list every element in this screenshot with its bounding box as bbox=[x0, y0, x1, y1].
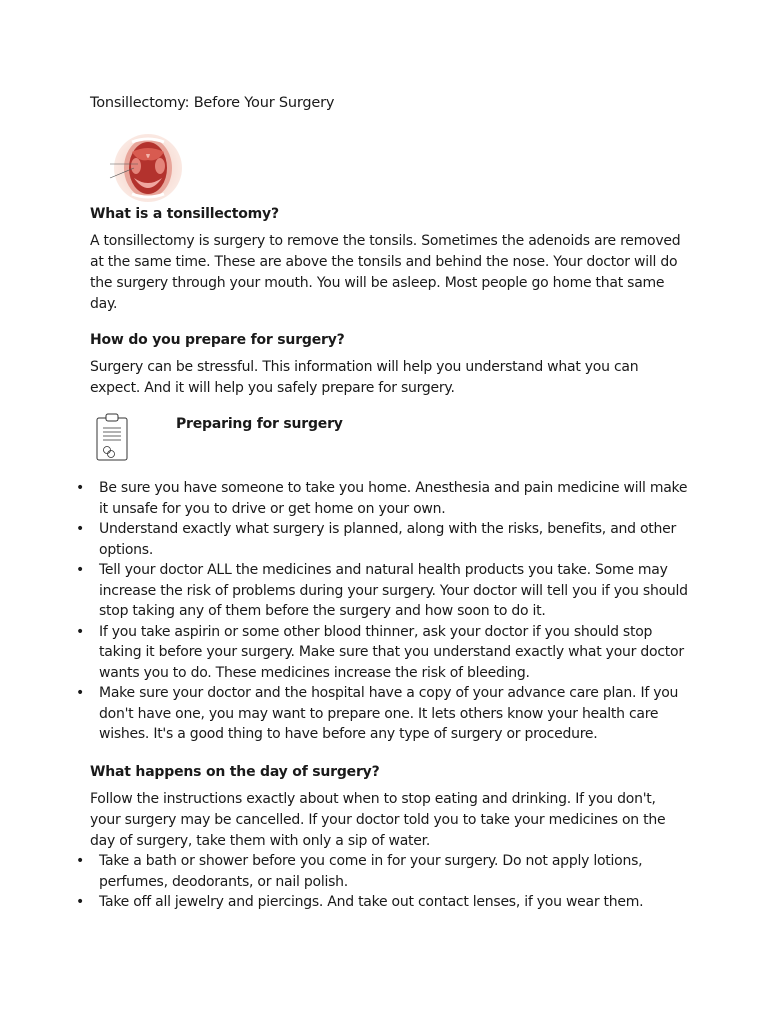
preparing-heading: Preparing for surgery bbox=[176, 416, 343, 432]
section-body-day-of: Follow the instructions exactly about when to stop eating and drinking. If you don't, your surgery may be cancelled. If your doctor told you to take your medicines on the day of surgery, take them with only a sip of water. bbox=[90, 791, 666, 849]
bullet-icon: • bbox=[76, 623, 85, 640]
list-item: • Make sure your doctor and the hospital have a copy of your advance care plan. If you don't have one, you may want to prepare one. It lets others know your health care wishes. It's a good thing to have before any type of surgery or procedure. bbox=[76, 685, 679, 742]
clipboard-icon bbox=[95, 412, 129, 462]
bullet-icon: • bbox=[76, 894, 85, 910]
day-of-list bbox=[0, 851, 690, 913]
list-item: • Take a bath or shower before you come in for your surgery. Do not apply lotions, perfumes, deodorants, or nail polish. bbox=[76, 853, 643, 890]
bullet-icon: • bbox=[76, 480, 85, 496]
preparing-list bbox=[0, 478, 690, 745]
section-heading-prepare: How do you prepare for surgery? bbox=[90, 332, 345, 348]
list-item: • Tell your doctor ALL the medicines and natural health products you take. Some may increase the risk of problems during your surgery. Your doctor will tell you if you should stop taking any of them before the surgery and how soon to do it. bbox=[76, 562, 688, 619]
section-heading-day-of: What happens on the day of surgery? bbox=[90, 764, 380, 780]
list-item: • Take off all jewelry and piercings. And take out contact lenses, if you wear them. bbox=[0, 892, 690, 913]
open-mouth-illustration bbox=[92, 132, 200, 204]
list-item: • Understand exactly what surgery is planned, along with the risks, benefits, and other options. bbox=[76, 521, 677, 558]
bullet-icon: • bbox=[76, 853, 85, 869]
bullet-icon: • bbox=[76, 685, 85, 701]
section-heading-what-is: What is a tonsillectomy? bbox=[90, 206, 279, 222]
section-body-prepare: Surgery can be stressful. This information will help you understand what you can expect. And it will help you safely prepare for surgery. bbox=[90, 359, 639, 396]
list-item: • If you take aspirin or some other blood thinner, ask your doctor if you should stop taking it before your surgery. Make sure that you understand exactly what your doctor wants you to do. These medicines increase the risk of bleeding. bbox=[76, 623, 684, 681]
document-title: Tonsillectomy: Before Your Surgery bbox=[90, 95, 335, 111]
section-body-what-is: A tonsillectomy is surgery to remove the tonsils. Sometimes the adenoids are removed at the same time. These are above the tonsils and behind the nose. Your doctor will do the surgery through your mouth. You will be asleep. Most people go home that same day. bbox=[90, 233, 681, 312]
bullet-icon: • bbox=[76, 562, 85, 578]
list-item: • Be sure you have someone to take you home. Anesthesia and pain medicine will make it unsafe for you to drive or get home on your own. bbox=[76, 480, 688, 517]
bullet-icon: • bbox=[76, 521, 85, 537]
